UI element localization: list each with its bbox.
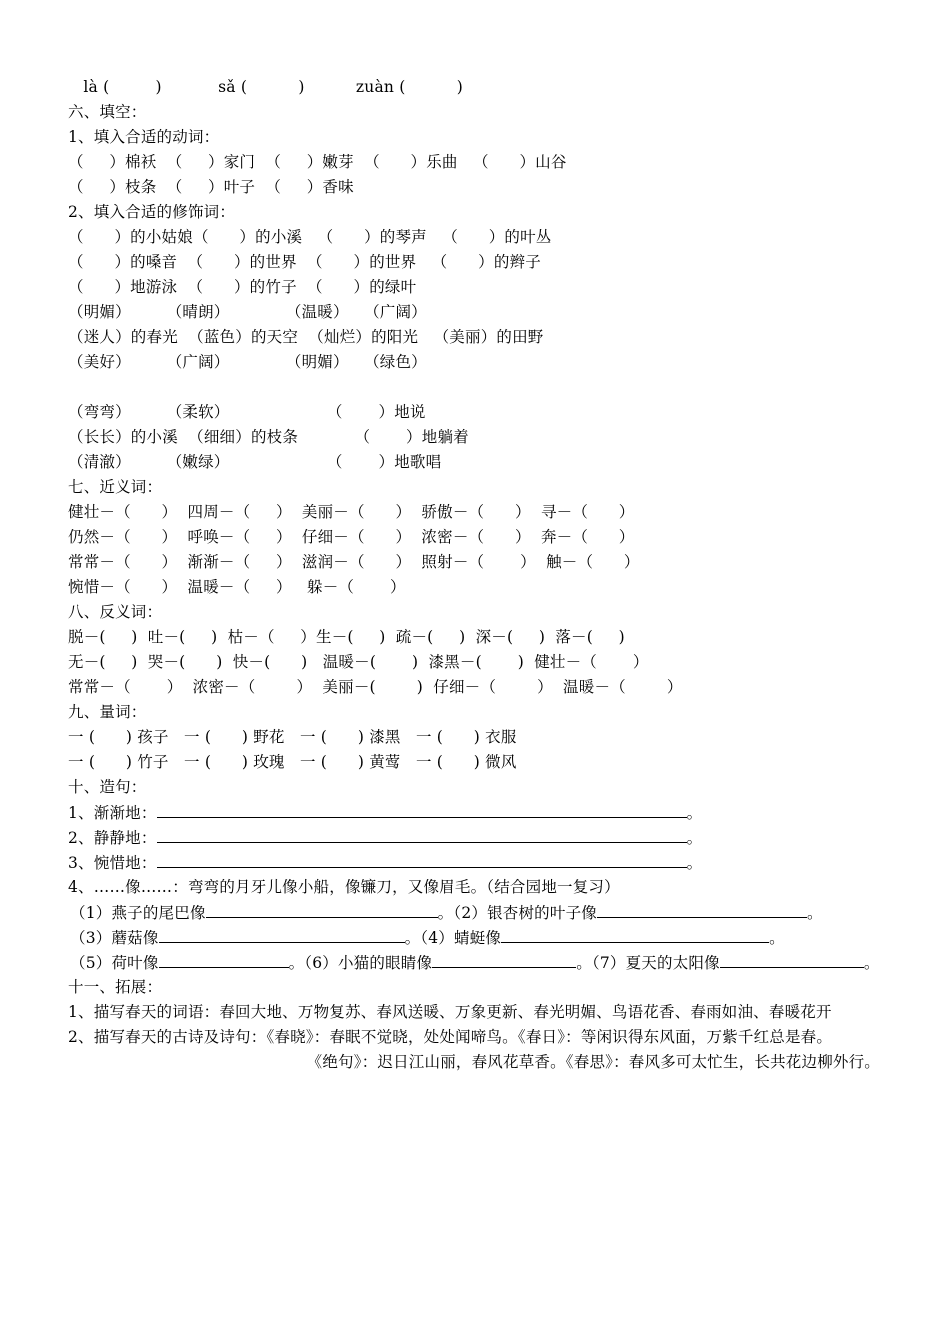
text-line-j2: 仍然－（ ） 呼唤－（ ） 仔细－（ ） 浓密－（ ） 奔－（ ） bbox=[68, 528, 635, 546]
text-line-m5: （迷人）的春光 （蓝色）的天空 （灿烂）的阳光 （美丽）的田野 bbox=[68, 328, 544, 346]
text-line-l1: 一 ( ) 孩子 一 ( ) 野花 一 ( ) 漆黑 一 ( ) 衣服 bbox=[68, 728, 517, 746]
text-line-v2: （ ）枝条 （ ）叶子 （ ）香味 bbox=[68, 178, 354, 196]
text-line-py: là ( ) sǎ ( ) zuàn ( ) bbox=[68, 78, 463, 96]
text-line-m2: （ ）的嗓音 （ ）的世界 （ ）的世界 （ ）的辫子 bbox=[68, 253, 541, 271]
text-line-s6: 六、填空： bbox=[68, 103, 147, 121]
text-line-t2: 2、描写春天的古诗及诗句：《春晓》：春眠不觉晓，处处闻啼鸟。《春日》：等闲识得东风面，万紫千红总是春。 bbox=[68, 1028, 833, 1046]
text-line-f1: 脱－( ) 吐－( ) 枯－（ ）生－( ) 疏－( ) 深－( ) 落－( ) bbox=[68, 628, 625, 646]
answer-blank[interactable] bbox=[432, 950, 576, 968]
simile-line-2: （3）蘑菇像 。（4）蜻蜓像 。 bbox=[70, 925, 785, 949]
answer-blank[interactable] bbox=[597, 900, 807, 918]
text-line-j3: 常常－（ ） 渐渐－（ ） 滋润－（ ） 照射－（ ） 触－（ ） bbox=[68, 553, 640, 571]
text-line-l2: 一 ( ) 竹子 一 ( ) 玫瑰 一 ( ) 黄莺 一 ( ) 微风 bbox=[68, 753, 517, 771]
simile-line-1: （1）燕子的尾巴像 。（2）银杏树的叶子像 。 bbox=[70, 900, 823, 924]
simile-line-3: （5）荷叶像 。（6）小猫的眼睛像 。（7）夏天的太阳像 。 bbox=[70, 950, 880, 974]
text-line-m1: （ ）的小姑娘（ ）的小溪 （ ）的琴声 （ ）的叶丛 bbox=[68, 228, 552, 246]
text-line-s7: 七、近义词： bbox=[68, 478, 163, 496]
text-line-s8: 八、反义词： bbox=[68, 603, 163, 621]
text-line-s10: 十、造句： bbox=[68, 778, 147, 796]
answer-blank[interactable] bbox=[720, 950, 864, 968]
text-line-s9: 九、量词： bbox=[68, 703, 147, 721]
text-line-m8: （长长）的小溪 （细细）的枝条 （ ）地躺着 bbox=[68, 428, 469, 446]
sentence-line-1: 1、渐渐地： 。 bbox=[68, 800, 702, 824]
text-line-z4: 4、……像……：弯弯的月牙儿像小船，像镰刀，又像眉毛。（结合园地一复习） bbox=[68, 878, 620, 896]
text-line-t1: 1、描写春天的词语：春回大地、万物复苏、春风送暖、万象更新、春光明媚、鸟语花香、春雨如油、春暖花开 bbox=[68, 1003, 832, 1021]
answer-blank[interactable] bbox=[157, 825, 687, 843]
poem-line: 《绝句》：迟日江山丽，春风花草香。《春思》：春风多可太忙生，长共花边柳外行。 bbox=[306, 1053, 880, 1071]
text-line-s6_1: 1、填入合适的动词： bbox=[68, 128, 220, 146]
sentence-line-3: 3、惋惜地： 。 bbox=[68, 850, 702, 874]
text-line-j4: 惋惜－（ ） 温暖－（ ） 躲－（ ） bbox=[68, 578, 406, 596]
answer-blank[interactable] bbox=[157, 850, 687, 868]
text-line-m7: （弯弯） （柔软） （ ）地说 bbox=[68, 403, 426, 421]
sentence-line-2: 2、静静地： 。 bbox=[68, 825, 702, 849]
text-line-s11: 十一、拓展： bbox=[68, 978, 163, 996]
text-line-s6_2: 2、填入合适的修饰词： bbox=[68, 203, 236, 221]
answer-blank[interactable] bbox=[157, 800, 687, 818]
answer-blank[interactable] bbox=[159, 925, 405, 943]
text-line-v1: （ ）棉袄 （ ）家门 （ ）嫩芽 （ ）乐曲 （ ）山谷 bbox=[68, 153, 567, 171]
answer-blank[interactable] bbox=[206, 900, 438, 918]
answer-blank[interactable] bbox=[159, 950, 289, 968]
text-line-f2: 无－( ) 哭－( ) 快－( ) 温暖－( ) 漆黑－( ) 健壮－（ ） bbox=[68, 653, 649, 671]
text-line-m6: （美好） （广阔） （明媚） （绿色） bbox=[68, 353, 427, 371]
text-line-m4: （明媚） （晴朗） （温暖） （广阔） bbox=[68, 303, 427, 321]
answer-blank[interactable] bbox=[501, 925, 769, 943]
text-line-j1: 健壮－（ ） 四周－（ ） 美丽－（ ） 骄傲－（ ） 寻－（ ） bbox=[68, 503, 635, 521]
text-line-m3: （ ）地游泳 （ ）的竹子 （ ）的绿叶 bbox=[68, 278, 417, 296]
text-line-f3: 常常－（ ） 浓密－（ ） 美丽－( ) 仔细－（ ） 温暖－（ ） bbox=[68, 678, 683, 696]
text-line-m9: （清澈） （嫩绿） （ ）地歌唱 bbox=[68, 453, 442, 471]
